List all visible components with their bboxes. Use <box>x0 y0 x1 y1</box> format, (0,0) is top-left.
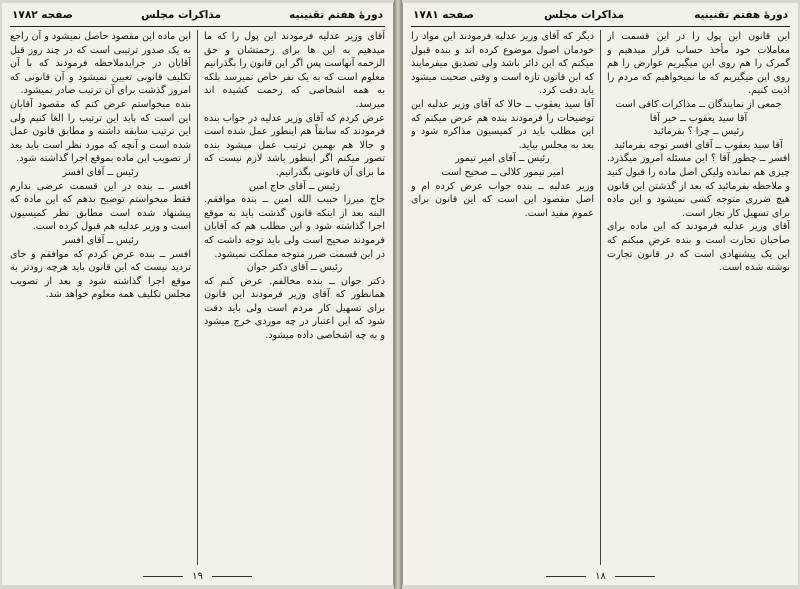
speaker-line: رئیس ــ آقای امیر تیمور <box>455 153 550 165</box>
speaker-line: آقا سید یعقوب ــ خیر آقا <box>649 112 748 124</box>
paragraph: دکتر جوان ــ بنده مخالفم. عرض کنم که همانطور که آقای وزیر فرمودند این قانون برای تسهیل کار مردم است ولی باید دقت شود که این اعتبار در چه موردی خرج میشود و به چه اشخاصی داده میشود. <box>204 275 385 342</box>
speaker-line: رئیس ــ آقای دکتر جوان <box>246 262 343 274</box>
right-footer-page-number: ۱۸ <box>595 571 606 582</box>
paragraph: افسر ــ بنده عرض کردم که موافقم و جای تردید نیست که این قانون باید هرچه زودتر به موقع اجرا گذاشته شود و بعد از تصویب مجلس تکلیف همه معلوم خواهد شد. <box>10 248 191 301</box>
right-header-page-number: صفحه ۱۷۸۱ <box>413 9 474 21</box>
left-page-footer <box>2 571 393 582</box>
right-page-left-column <box>411 30 594 565</box>
left-page <box>2 3 394 585</box>
paragraph: عرض کردم که آقای وزیر عدلیه در جواب بنده فرمودند که سابقاً هم اینطور عمل شده است و حالا هم بهمین ترتیب عمل میشود بنده تصور میکنم اگر اینطور باشد لازم نیست که ما برای آن قانونی بگذرانیم. <box>204 112 385 178</box>
speaker-line: امیر تیمور کلالی ــ صحیح است <box>441 166 564 178</box>
column-divider <box>197 30 198 565</box>
right-page <box>402 3 798 585</box>
paragraph: افسر ــ بنده در این قسمت عرضی ندارم فقط میخواستم توضیح بدهم که این ماده که پیشنهاد شده است مطابق نظر کمیسیون است و وزیر عدلیه هم قبول کرده است. <box>10 180 191 233</box>
right-header-title: مذاکرات مجلس <box>544 9 624 21</box>
left-footer-page-number: ۱۹ <box>192 571 203 582</box>
paragraph: آقای وزیر عدلیه فرمودند که این ماده برای صاحبان تجارت است و بنده عرض میکنم که این یک پیشنهادی است که در قانون تجارت نوشته شده است. <box>607 221 790 274</box>
right-header-session: دورهٔ هفتم تقنینیه <box>694 9 788 21</box>
left-header-session: دورهٔ هفتم تقنینیه <box>289 9 383 21</box>
column-divider <box>600 30 601 565</box>
left-page-left-column <box>10 30 191 565</box>
speaker-line: رئیس ــ آقای افسر <box>62 234 139 246</box>
right-page-header <box>413 6 788 24</box>
book-gutter <box>394 0 402 589</box>
speaker-line: آقا سید یعقوب ــ آقای افسر توجه بفرمائید <box>614 139 783 151</box>
paragraph: افسر ــ چطور آقا ؟ این مسئله امروز میگذرد. چیزی هم نمانده ولیکن اصل ماده را قبول کنید و ملاحظه بفرمائید که بعد از گذشتن این قانون هیچ ضرری متوجه کسی نمیشود و این ماده برای تسهیل کار تجار است. <box>607 153 790 219</box>
left-header-rule <box>10 26 385 27</box>
paragraph: آقا سید یعقوب ــ حالا که آقای وزیر عدلیه این توضیحات را فرمودند بنده هم عرض میکنم که این مطلب باید در کمیسیون مذاکره شود و بعد به مجلس بیاید. <box>411 98 594 151</box>
right-header-rule <box>411 26 790 27</box>
paragraph: وزیر عدلیه ــ بنده جواب عرض کرده ام و اصل مقصود این است که این قانون برای عموم مفید است. <box>411 180 594 219</box>
left-page-right-column <box>204 30 385 565</box>
left-page-header <box>12 6 383 24</box>
right-page-right-column <box>607 30 790 565</box>
paragraph: آقای وزیر عدلیه فرمودند این پول را که ما میدهیم به این ها برای زحمتشان و حق الزحمه آنهاست پس اگر این قانون را بگذرانیم معلوم است که به یک نفر خاص نمیرسد بلکه به همه اشخاصی که زحمت کشیده اند میرسد. <box>204 31 385 110</box>
paragraph: این ماده این مقصود حاصل نمیشود و آن راجع به یک صدور ترتیبی است که در چند روز قبل آقایان در جرایدملاحظه فرمودند که با آن تکلیف قانونی تعیین نمیشود و آن قانونی که امروز گذشت برای آن ترتیب صادر نمیشود. <box>10 31 191 97</box>
paragraph: حاج میرزا حبیب الله امین ــ بنده موافقم. البته بعد از اینکه قانون گذشت باید به موقع اجرا گذاشته شود و این مطلب هم که آقایان فرمودند صحیح است ولی باید توجه داشت که در این قسمت ضرر متوجه مملکت نمیشود. <box>204 194 385 260</box>
left-header-page-number: صفحه ۱۷۸۲ <box>12 9 73 21</box>
speaker-line: رئیس ــ چرا ؟ بفرمائید <box>653 126 744 138</box>
speaker-line: جمعی از نمایندگان ــ مذاکرات کافی است <box>615 98 782 110</box>
speaker-line: رئیس ــ آقای حاج امین <box>249 180 340 192</box>
left-header-title: مذاکرات مجلس <box>141 9 221 21</box>
paragraph: دیگر که آقای وزیر عدلیه فرمودند این مواد را خودمان اصول موضوع کرده اند و بنده قبول میکنم که این دائر باشد ولی تصدیق میفرمایند که این قانون تازه است و وقتی صحبت میشود باید دقت کرد. <box>411 31 594 97</box>
paragraph: بنده میخواستم عرض کنم که مقصود آقایان این است که باید این ترتیب را الغا کنیم ولی این ترتیب سابقه داشته و مطابق قانون عمل شده است و آنچه که مورد نظر است باید بعد از تصویب این ماده بموقع اجرا گذاشته شود. <box>10 98 191 165</box>
paragraph: این قانون این پول را در این قسمت از معاملات خود مأخذ حساب قرار میدهیم و گمرک را هم روی این میگیریم عوارض را هم روی این میگیریم که ما نمیخواهیم که مردم را اذیت کنیم. <box>607 31 790 97</box>
right-page-footer <box>403 571 798 582</box>
speaker-line: رئیس ــ آقای افسر <box>62 166 139 178</box>
